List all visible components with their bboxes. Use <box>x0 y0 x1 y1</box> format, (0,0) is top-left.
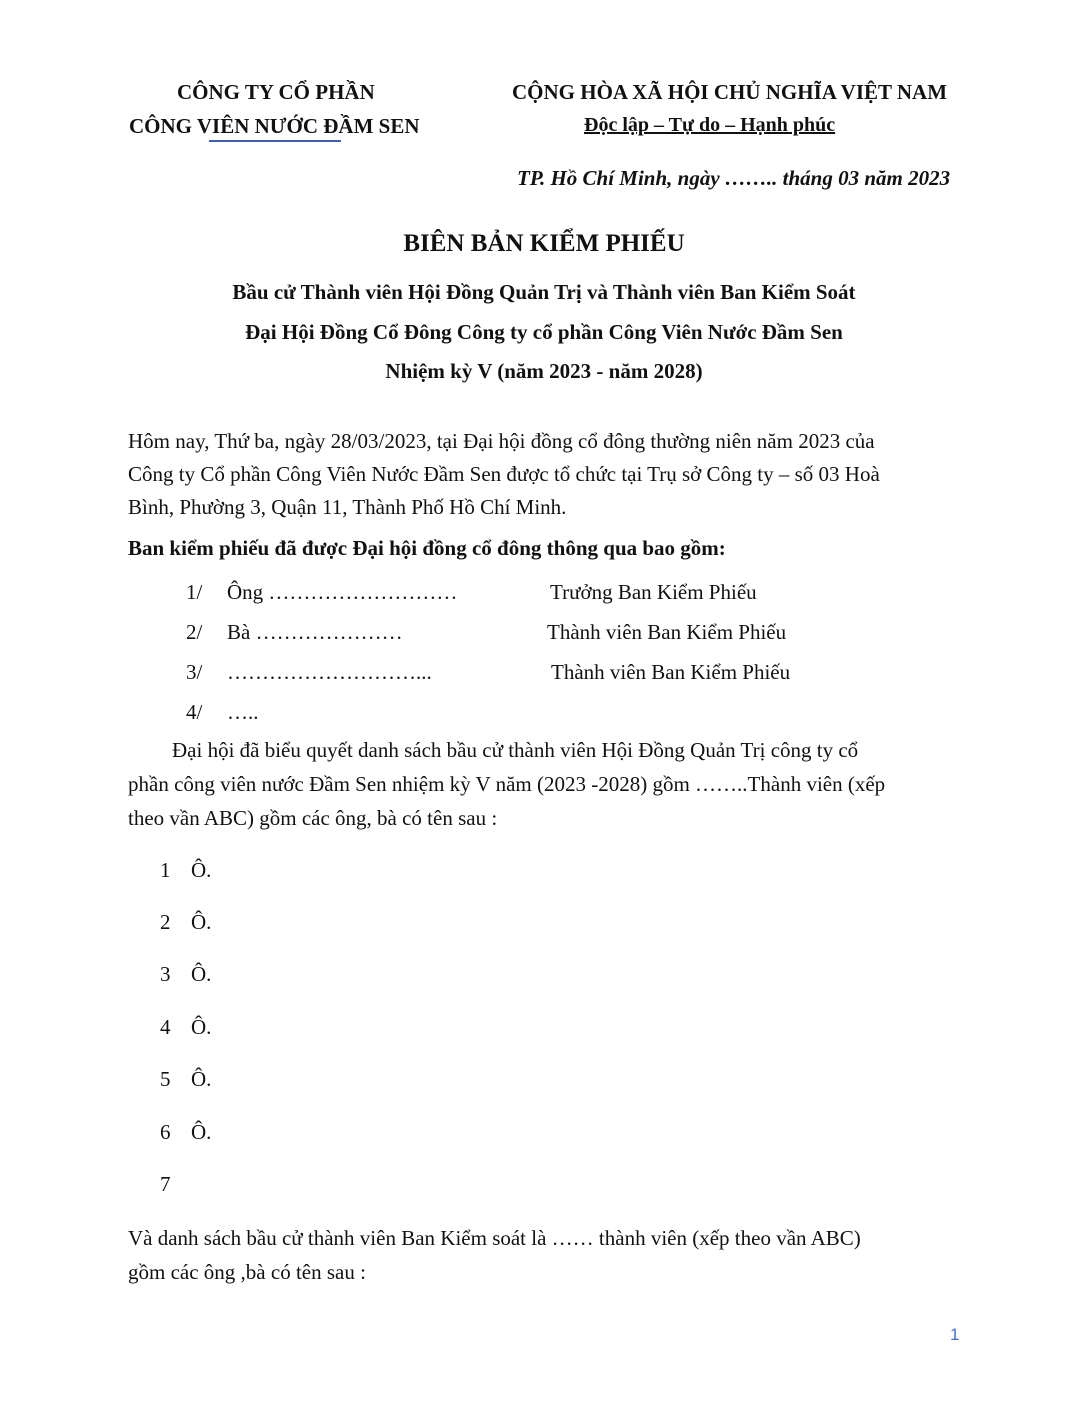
committee-member-name: Ông ……………………… <box>227 580 458 604</box>
candidate-number: 5 <box>160 1067 171 1091</box>
supervisory-paragraph-line: Và danh sách bầu cử thành viên Ban Kiểm soát là …… thành viên (xếp theo vần ABC) <box>128 1226 861 1250</box>
candidate-number: 6 <box>160 1120 171 1144</box>
document-title: BIÊN BẢN KIỂM PHIẾU <box>403 230 685 257</box>
intro-paragraph <box>128 425 963 524</box>
candidate-name: Ô. <box>191 858 212 882</box>
candidate-name: Ô. <box>191 1067 212 1091</box>
company-name-line1: CÔNG TY CỔ PHẦN <box>177 80 375 104</box>
candidate-number: 7 <box>160 1172 171 1196</box>
national-title: CỘNG HÒA XÃ HỘI CHỦ NGHĨA VIỆT NAM <box>512 80 948 104</box>
supervisory-paragraph-line: gồm các ông ,bà có tên sau : <box>128 1260 366 1284</box>
committee-member-role: Thành viên Ban Kiểm Phiếu <box>547 620 787 644</box>
candidate-name: Ô. <box>191 962 212 986</box>
date-line: TP. Hồ Chí Minh, ngày …….. tháng 03 năm 2023 <box>517 166 951 190</box>
intro-line: Công ty Cổ phần Công Viên Nước Đầm Sen được tổ chức tại Trụ sở Công ty – số 03 Hoà <box>128 462 880 486</box>
intro-line: Bình, Phường 3, Quận 11, Thành Phố Hồ Chí Minh. <box>128 495 567 519</box>
committee-number: 3/ <box>186 660 203 684</box>
committee-member-name: Bà ………………… <box>227 620 403 644</box>
national-motto: Độc lập – Tự do – Hạnh phúc <box>584 114 836 136</box>
company-name-line2: CÔNG VIÊN NƯỚC ĐẦM SEN <box>129 114 420 138</box>
committee-member-role: Thành viên Ban Kiểm Phiếu <box>551 660 791 684</box>
board-paragraph-line: theo vần ABC) gồm các ông, bà có tên sau : <box>128 806 498 830</box>
candidate-number: 1 <box>160 858 171 882</box>
subtitle-line3: Nhiệm kỳ V (năm 2023 - năm 2028) <box>385 359 703 383</box>
candidate-name: Ô. <box>191 910 212 934</box>
board-paragraph-line: Đại hội đã biểu quyết danh sách bầu cử thành viên Hội Đồng Quản Trị công ty cổ <box>172 738 859 762</box>
committee-number: 4/ <box>186 700 203 724</box>
committee-member-name: ………………………... <box>227 660 432 684</box>
candidate-number: 3 <box>160 962 171 986</box>
subtitle-line1: Bầu cử Thành viên Hội Đồng Quản Trị và Thành viên Ban Kiểm Soát <box>232 280 856 304</box>
company-name-underline <box>209 140 341 142</box>
committee-number: 2/ <box>186 620 203 644</box>
board-paragraph-line: phần công viên nước Đầm Sen nhiệm kỳ V năm (2023 -2028) gồm ……..Thành viên (xếp <box>128 772 886 796</box>
committee-number: 1/ <box>186 580 203 604</box>
candidate-name: Ô. <box>191 1015 212 1039</box>
committee-heading: Ban kiểm phiếu đã được Đại hội đồng cổ đông thông qua bao gồm: <box>128 536 726 560</box>
page-number: 1 <box>950 1325 960 1344</box>
committee-member-role: Trưởng Ban Kiểm Phiếu <box>550 580 757 604</box>
candidate-name: Ô. <box>191 1120 212 1144</box>
committee-member-name: ….. <box>227 700 259 724</box>
candidate-number: 4 <box>160 1015 171 1039</box>
intro-line: Hôm nay, Thứ ba, ngày 28/03/2023, tại Đại hội đồng cổ đông thường niên năm 2023 của <box>128 429 875 453</box>
candidate-number: 2 <box>160 910 171 934</box>
subtitle-line2: Đại Hội Đồng Cổ Đông Công ty cổ phần Công Viên Nước Đầm Sen <box>245 320 843 344</box>
